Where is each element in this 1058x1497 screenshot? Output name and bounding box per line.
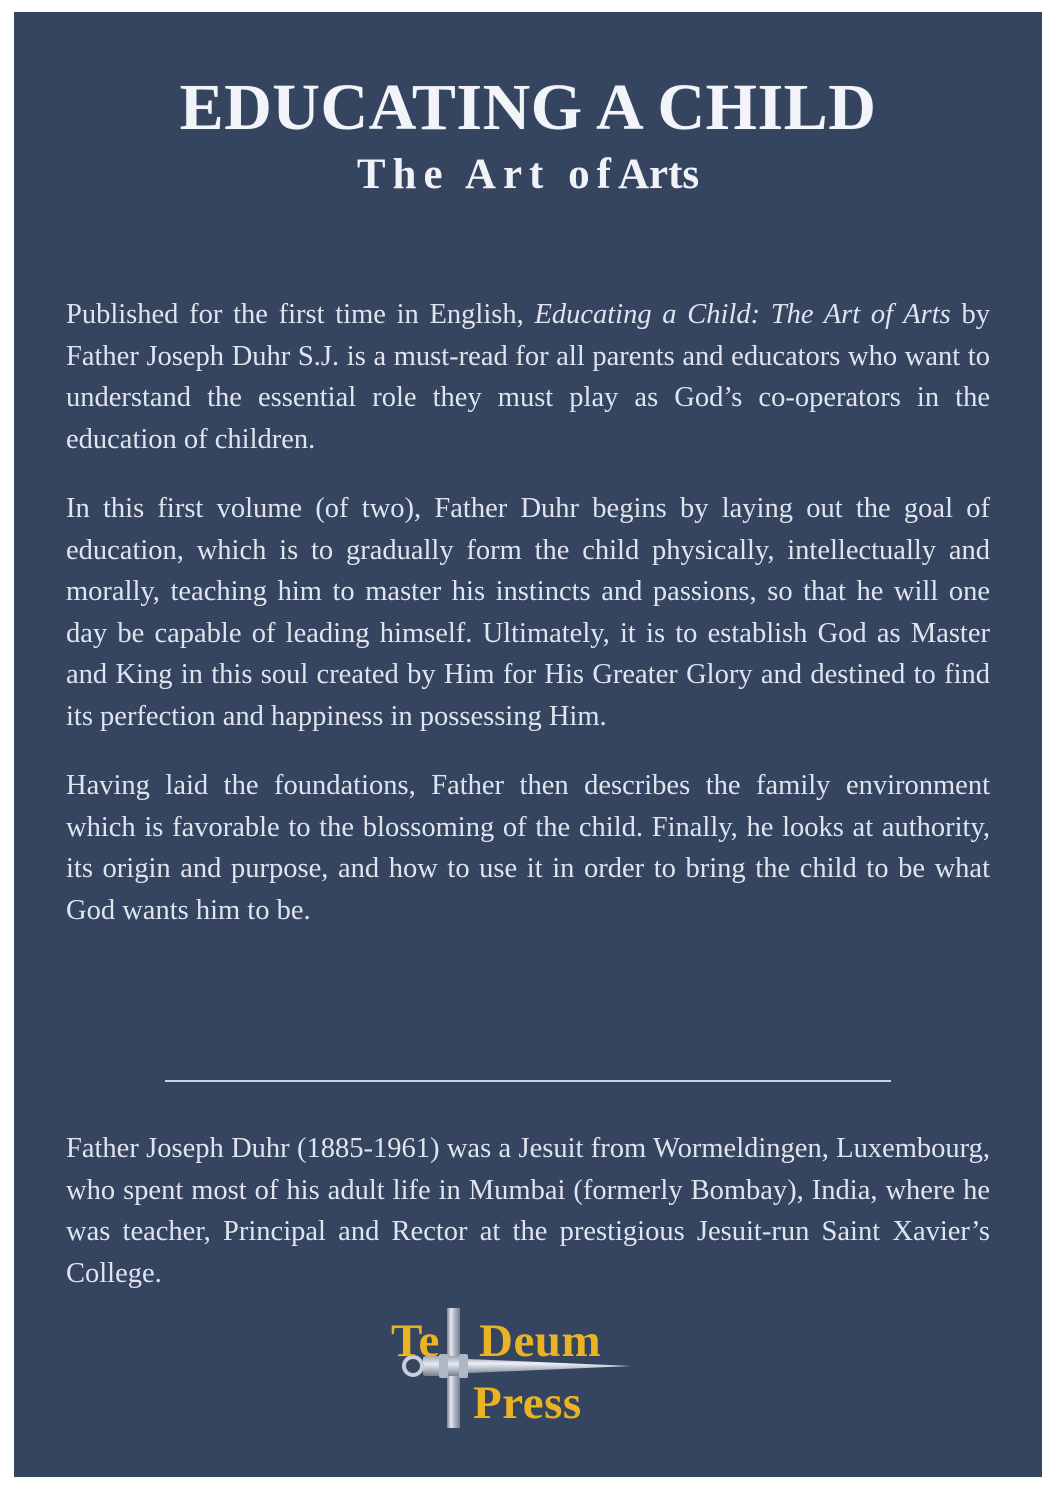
logo-word-deum: Deum <box>479 1315 602 1367</box>
horizontal-rule <box>165 1080 891 1082</box>
page-subtitle <box>14 151 1042 198</box>
logo-word-te: Te <box>391 1315 440 1367</box>
blurb-paragraph-3: Having laid the foundations, Father then describes the family environment which is favorable to the blossoming of the child. Finally, he looks at authority, its origin and purpose, and how to use it in order to bring the child to be what God wants him to be. <box>66 770 990 926</box>
blurb-paragraph-1 <box>66 294 990 460</box>
publisher-logo <box>383 1304 673 1436</box>
blurb-p1-lead: Published for the first time in English, <box>66 299 535 330</box>
author-bio-section <box>14 1128 1042 1294</box>
publisher-logo-container <box>14 1304 1042 1444</box>
page-title: EDUCATING A CHILD <box>179 71 877 144</box>
blurb-p1-tail: by Father Joseph Duhr S.J. is a must-read for all parents and educators who want to understand the essential role they must play as God’s co-operators in the education of children. <box>66 299 990 455</box>
author-bio-text: Father Joseph Duhr (1885-1961) was a Jesuit from Wormeldingen, Luxembourg, who spent most of his adult life in Mumbai (formerly Bombay), India, where he was teacher, Principal and Rector at the prestigious Jesuit-run Saint Xavier’s College. <box>66 1133 990 1289</box>
book-back-cover <box>14 12 1042 1477</box>
logo-word-press: Press <box>473 1377 582 1429</box>
subtitle-second-part: Arts <box>617 150 700 198</box>
blurb-section <box>14 294 1042 931</box>
divider-container <box>14 1072 1042 1090</box>
blurb-paragraph-2: In this first volume (of two), Father Duhr begins by laying out the goal of education, which is to gradually form the child physically, intellectually and morally, teaching him to master his instincts and passions, so that he will one day be capable of leading himself. Ultimately, it is to establish God as Master and King in this soul created by Him for His Greater Glory and destined to find its perfection and happiness in possessing Him. <box>66 493 990 732</box>
title-block <box>14 12 1042 198</box>
book-title-italic: Educating a Child: The Art of Arts <box>534 299 951 330</box>
subtitle-first-part: The Art of <box>356 150 618 198</box>
